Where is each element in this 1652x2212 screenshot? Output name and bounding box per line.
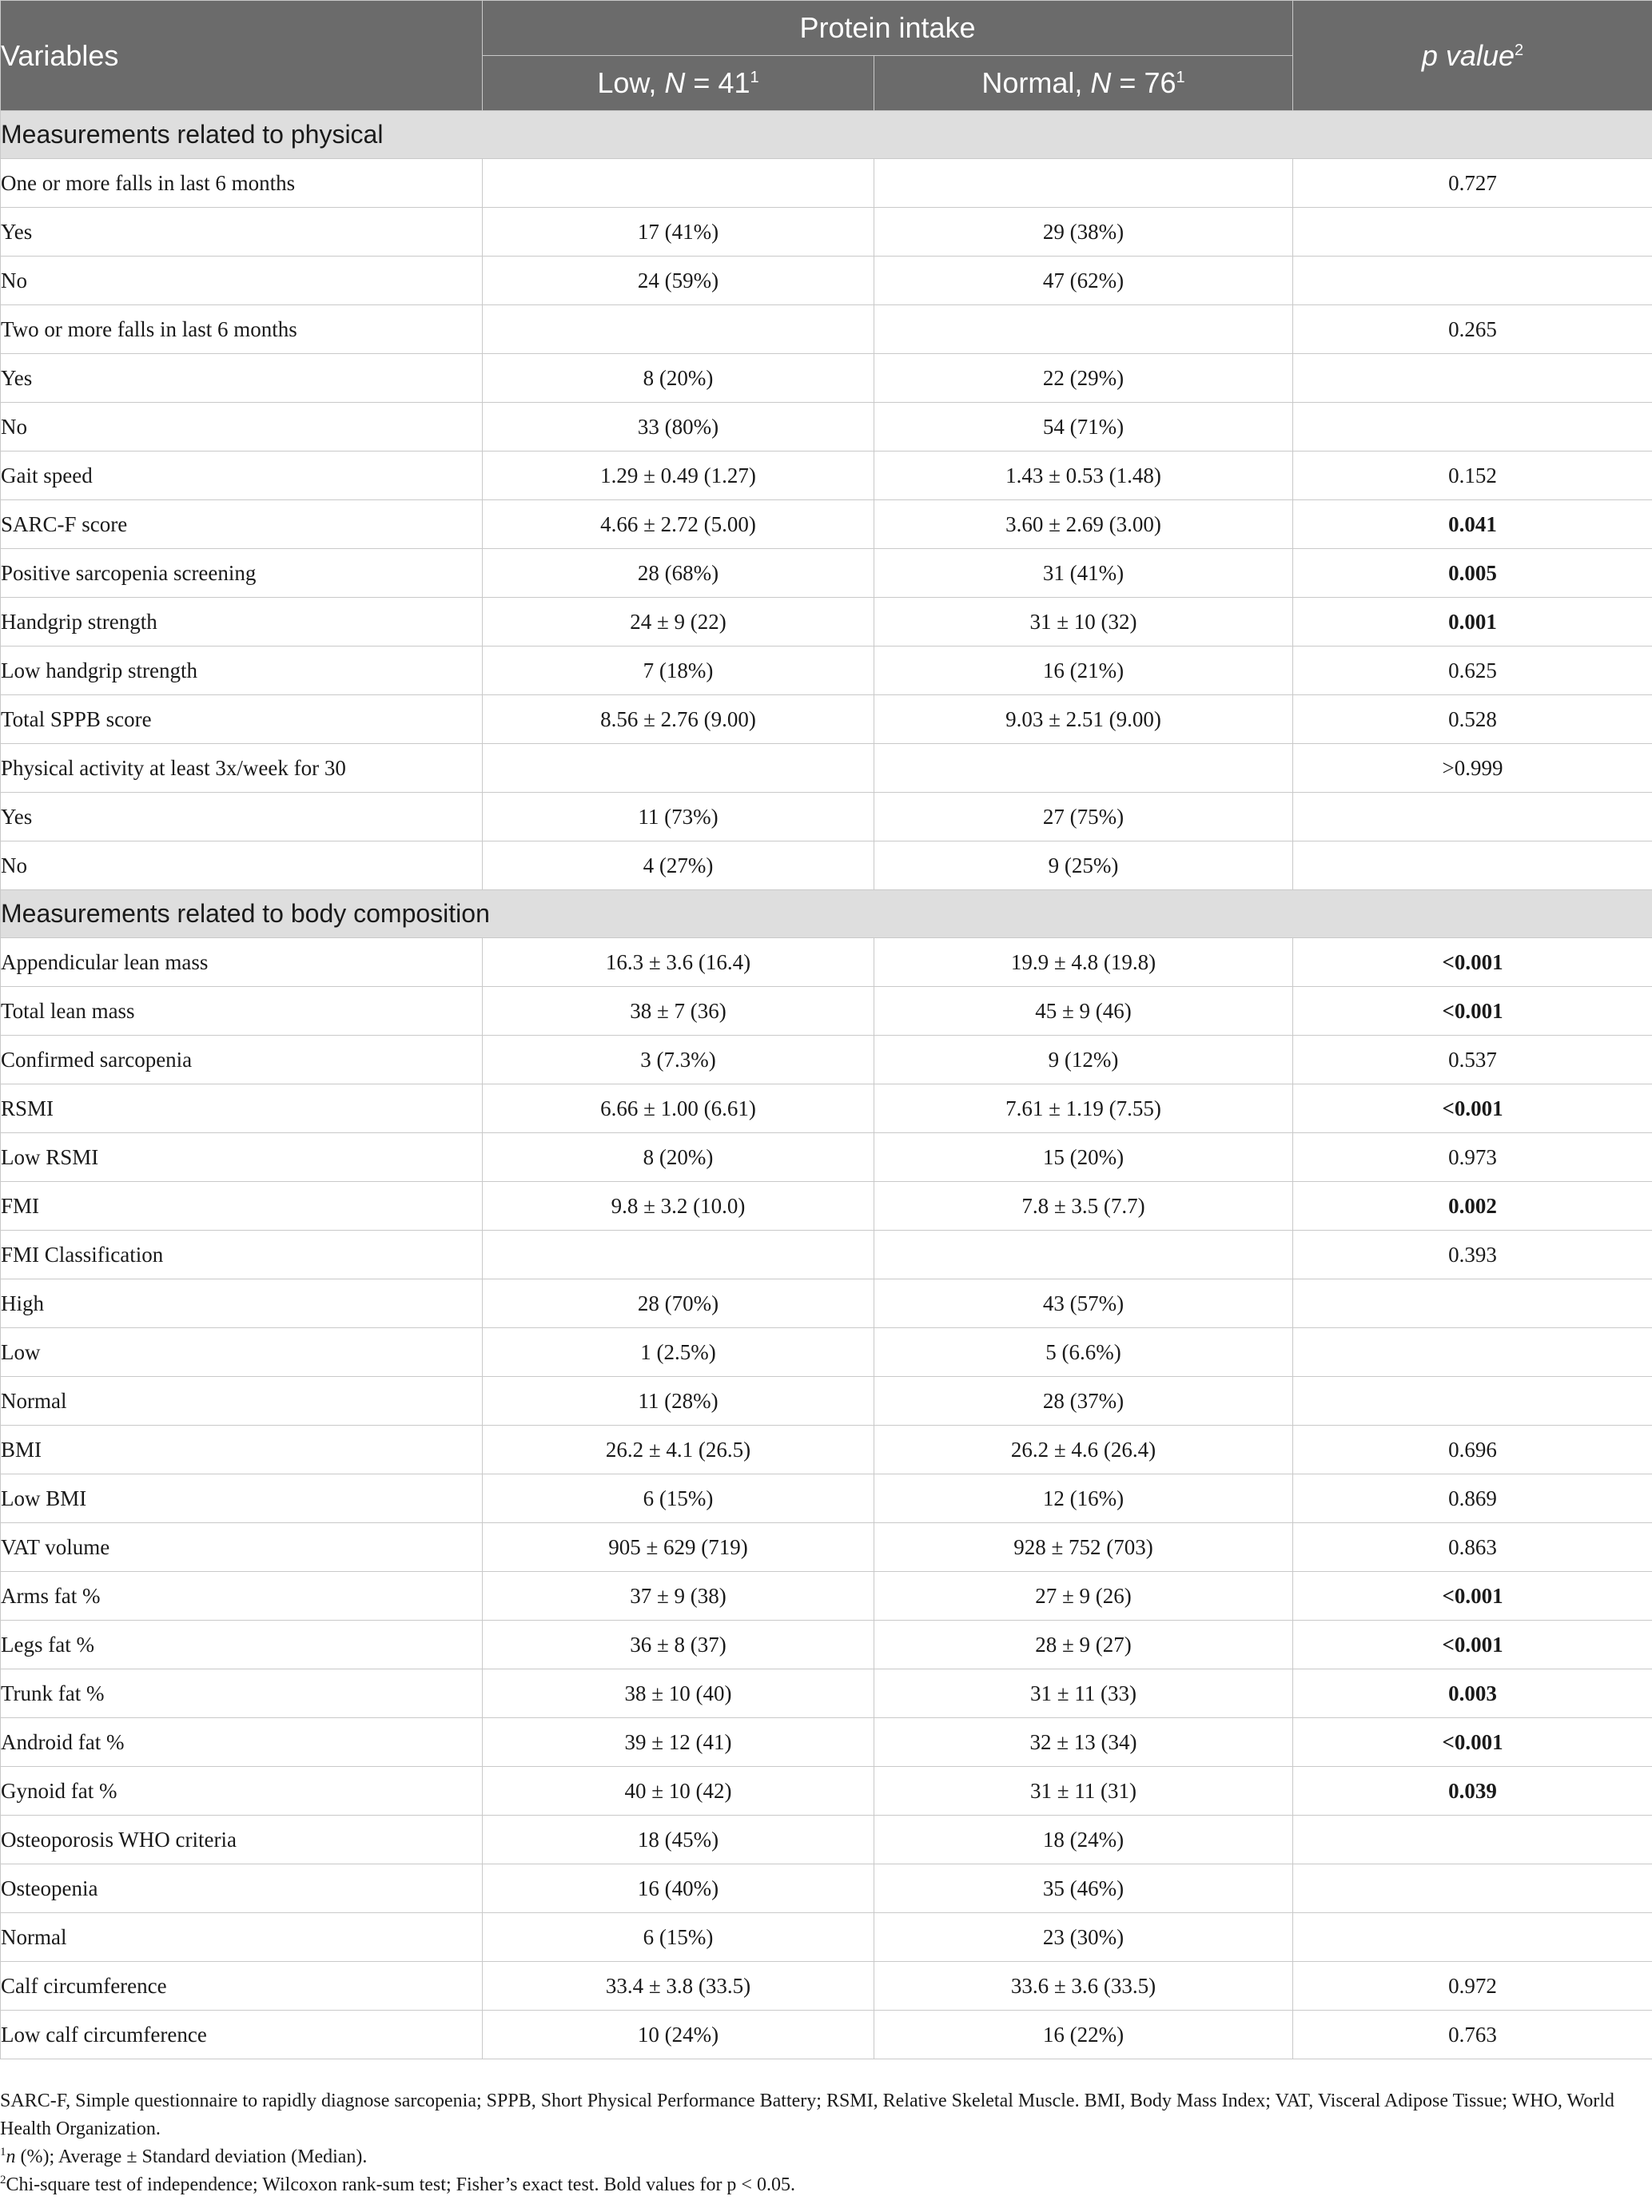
row-label: Osteopenia [1,1864,483,1913]
header-low-footnote-mark: 1 [750,69,759,86]
cell-low-intake: 33 (80%) [483,403,874,452]
header-low-n: N [664,66,686,99]
table-row [1,1864,1652,1913]
cell-low-intake: 7 (18%) [483,646,874,695]
table-row [1,1816,1652,1864]
table-row [1,987,1652,1036]
cell-p-value [1293,793,1652,841]
table-row [1,208,1652,257]
cell-p-value: 0.005 [1293,549,1652,598]
cell-low-intake: 18 (45%) [483,1816,874,1864]
cell-low-intake [483,305,874,354]
cell-p-value: 0.863 [1293,1523,1652,1572]
cell-low-intake: 4.66 ± 2.72 (5.00) [483,500,874,549]
table-row [1,1572,1652,1621]
cell-normal-intake: 33.6 ± 3.6 (33.5) [874,1962,1293,2011]
cell-low-intake: 905 ± 629 (719) [483,1523,874,1572]
row-label: Arms fat % [1,1572,483,1621]
row-label: Positive sarcopenia screening [1,549,483,598]
cell-normal-intake: 45 ± 9 (46) [874,987,1293,1036]
header-normal-count: = 76 [1111,66,1176,99]
cell-normal-intake: 22 (29%) [874,354,1293,403]
row-label: Legs fat % [1,1621,483,1669]
header-variables [1,1,483,111]
row-label: Android fat % [1,1718,483,1767]
row-label: Normal [1,1377,483,1426]
cell-normal-intake: 9 (25%) [874,841,1293,890]
row-label: Total SPPB score [1,695,483,744]
cell-p-value: 0.763 [1293,2011,1652,2059]
cell-low-intake: 1 (2.5%) [483,1328,874,1377]
table-row [1,1377,1652,1426]
table-row [1,452,1652,500]
row-label: FMI Classification [1,1231,483,1279]
row-label: Calf circumference [1,1962,483,2011]
cell-p-value [1293,257,1652,305]
header-protein-intake-label: Protein intake [799,11,976,44]
cell-normal-intake: 16 (21%) [874,646,1293,695]
row-label: No [1,841,483,890]
cell-normal-intake: 18 (24%) [874,1816,1293,1864]
table-row [1,1036,1652,1084]
row-label: Appendicular lean mass [1,938,483,987]
table-row [1,159,1652,208]
cell-p-value: 0.528 [1293,695,1652,744]
cell-p-value: <0.001 [1293,1621,1652,1669]
row-label: Low calf circumference [1,2011,483,2059]
cell-p-value: 0.003 [1293,1669,1652,1718]
cell-p-value: <0.001 [1293,938,1652,987]
cell-p-value: 0.869 [1293,1474,1652,1523]
cell-normal-intake [874,159,1293,208]
row-label: Low [1,1328,483,1377]
cell-normal-intake: 7.8 ± 3.5 (7.7) [874,1182,1293,1231]
table-row [1,646,1652,695]
cell-normal-intake: 23 (30%) [874,1913,1293,1962]
header-normal-group [874,56,1293,111]
cell-normal-intake: 7.61 ± 1.19 (7.55) [874,1084,1293,1133]
cell-low-intake: 28 (70%) [483,1279,874,1328]
row-label: Gait speed [1,452,483,500]
table-body [1,111,1652,2059]
row-label: BMI [1,1426,483,1474]
table-row [1,500,1652,549]
cell-normal-intake: 12 (16%) [874,1474,1293,1523]
table-row [1,1426,1652,1474]
table-row [1,354,1652,403]
cell-p-value: 0.727 [1293,159,1652,208]
footnote-2-mark: 2 [0,2174,6,2186]
row-label: High [1,1279,483,1328]
header-normal-n: N [1090,66,1112,99]
cell-p-value: <0.001 [1293,1572,1652,1621]
cell-normal-intake: 26.2 ± 4.6 (26.4) [874,1426,1293,1474]
cell-p-value [1293,841,1652,890]
table-row [1,793,1652,841]
table-row [1,1962,1652,2011]
row-label: Two or more falls in last 6 months [1,305,483,354]
cell-p-value [1293,354,1652,403]
cell-normal-intake: 31 (41%) [874,549,1293,598]
cell-low-intake: 6.66 ± 1.00 (6.61) [483,1084,874,1133]
cell-p-value: 0.972 [1293,1962,1652,2011]
cell-normal-intake: 47 (62%) [874,257,1293,305]
cell-low-intake: 40 ± 10 (42) [483,1767,874,1816]
row-label: Low handgrip strength [1,646,483,695]
cell-p-value: 0.696 [1293,1426,1652,1474]
cell-normal-intake [874,1231,1293,1279]
cell-p-value: <0.001 [1293,1084,1652,1133]
cell-normal-intake: 9 (12%) [874,1036,1293,1084]
cell-p-value [1293,1328,1652,1377]
cell-p-value: 0.001 [1293,598,1652,646]
row-label: Low RSMI [1,1133,483,1182]
cell-low-intake: 8 (20%) [483,1133,874,1182]
row-label: Physical activity at least 3x/week for 30 [1,744,483,793]
cell-normal-intake: 29 (38%) [874,208,1293,257]
cell-p-value [1293,1864,1652,1913]
table-row [1,1182,1652,1231]
cell-low-intake: 36 ± 8 (37) [483,1621,874,1669]
cell-normal-intake: 27 (75%) [874,793,1293,841]
cell-normal-intake [874,305,1293,354]
table-row [1,1133,1652,1182]
row-label: Osteoporosis WHO criteria [1,1816,483,1864]
cell-p-value [1293,403,1652,452]
footnote-2 [0,2171,1630,2199]
table-row [1,1767,1652,1816]
cell-normal-intake: 32 ± 13 (34) [874,1718,1293,1767]
header-p-value-footnote-mark: 2 [1515,41,1524,59]
section-header-row [1,111,1652,159]
row-label: Yes [1,208,483,257]
header-low-prefix: Low, [597,66,665,99]
cell-p-value: >0.999 [1293,744,1652,793]
cell-low-intake: 6 (15%) [483,1474,874,1523]
table-row [1,2011,1652,2059]
cell-normal-intake [874,744,1293,793]
cell-normal-intake: 9.03 ± 2.51 (9.00) [874,695,1293,744]
cell-low-intake: 24 ± 9 (22) [483,598,874,646]
cell-low-intake: 28 (68%) [483,549,874,598]
cell-low-intake: 8.56 ± 2.76 (9.00) [483,695,874,744]
cell-normal-intake: 5 (6.6%) [874,1328,1293,1377]
cell-low-intake: 37 ± 9 (38) [483,1572,874,1621]
cell-p-value: 0.625 [1293,646,1652,695]
row-label: FMI [1,1182,483,1231]
cell-low-intake: 26.2 ± 4.1 (26.5) [483,1426,874,1474]
cell-p-value [1293,1913,1652,1962]
row-label: RSMI [1,1084,483,1133]
cell-low-intake: 39 ± 12 (41) [483,1718,874,1767]
section-title: Measurements related to physical [1,111,1652,159]
header-protein-intake [483,1,1293,56]
cell-p-value: 0.152 [1293,452,1652,500]
header-normal-footnote-mark: 1 [1176,69,1185,86]
row-label: No [1,257,483,305]
table-row [1,1669,1652,1718]
row-label: Trunk fat % [1,1669,483,1718]
row-label: One or more falls in last 6 months [1,159,483,208]
table-row [1,938,1652,987]
cell-p-value: 0.973 [1293,1133,1652,1182]
footnote-1-text: (%); Average ± Standard deviation (Median). [15,2146,368,2167]
cell-p-value: 0.537 [1293,1036,1652,1084]
cell-normal-intake: 43 (57%) [874,1279,1293,1328]
cell-normal-intake: 16 (22%) [874,2011,1293,2059]
section-title: Measurements related to body composition [1,890,1652,938]
header-p-value-label: p value [1421,38,1515,72]
header-p-value [1293,1,1652,111]
cell-low-intake: 38 ± 10 (40) [483,1669,874,1718]
cell-normal-intake: 28 (37%) [874,1377,1293,1426]
cell-low-intake: 1.29 ± 0.49 (1.27) [483,452,874,500]
footnote-1 [0,2143,1630,2171]
table-row [1,1474,1652,1523]
table-row [1,1621,1652,1669]
row-label: No [1,403,483,452]
cell-low-intake: 6 (15%) [483,1913,874,1962]
cell-normal-intake: 54 (71%) [874,403,1293,452]
cell-low-intake: 16.3 ± 3.6 (16.4) [483,938,874,987]
table-row [1,1084,1652,1133]
cell-p-value: 0.039 [1293,1767,1652,1816]
header-low-group [483,56,874,111]
table-row [1,598,1652,646]
cell-normal-intake: 3.60 ± 2.69 (3.00) [874,500,1293,549]
header-low-count: = 41 [685,66,750,99]
cell-low-intake: 10 (24%) [483,2011,874,2059]
cell-p-value: 0.002 [1293,1182,1652,1231]
table-row [1,403,1652,452]
cell-normal-intake: 928 ± 752 (703) [874,1523,1293,1572]
cell-normal-intake: 28 ± 9 (27) [874,1621,1293,1669]
section-header-row [1,890,1652,938]
table-row [1,841,1652,890]
cell-normal-intake: 31 ± 11 (31) [874,1767,1293,1816]
cell-low-intake: 11 (28%) [483,1377,874,1426]
footnote-1-mark: 1 [0,2146,6,2158]
row-label: Normal [1,1913,483,1962]
cell-low-intake [483,744,874,793]
cell-p-value [1293,208,1652,257]
table-row [1,305,1652,354]
cell-p-value [1293,1279,1652,1328]
cell-low-intake: 16 (40%) [483,1864,874,1913]
cell-low-intake: 3 (7.3%) [483,1036,874,1084]
cell-p-value [1293,1816,1652,1864]
cell-normal-intake: 35 (46%) [874,1864,1293,1913]
row-label: Handgrip strength [1,598,483,646]
footnote-1-n: n [6,2146,16,2167]
row-label: Low BMI [1,1474,483,1523]
table-row [1,1523,1652,1572]
cell-p-value: 0.041 [1293,500,1652,549]
table-row [1,1913,1652,1962]
cell-p-value: <0.001 [1293,1718,1652,1767]
table-footnotes [0,2087,1630,2199]
cell-low-intake: 38 ± 7 (36) [483,987,874,1036]
cell-low-intake: 17 (41%) [483,208,874,257]
cell-low-intake: 8 (20%) [483,354,874,403]
table-row [1,1279,1652,1328]
footnote-2-text: Chi-square test of independence; Wilcoxon rank-sum test; Fisher’s exact test. Bold values for p < 0.05. [6,2174,795,2195]
cell-normal-intake: 31 ± 10 (32) [874,598,1293,646]
table-row [1,695,1652,744]
row-label: VAT volume [1,1523,483,1572]
table-row [1,744,1652,793]
row-label: SARC-F score [1,500,483,549]
table-row [1,549,1652,598]
table-header [1,1,1652,111]
cell-p-value: 0.393 [1293,1231,1652,1279]
table-row [1,1231,1652,1279]
row-label: Total lean mass [1,987,483,1036]
cell-low-intake: 33.4 ± 3.8 (33.5) [483,1962,874,2011]
cell-low-intake: 4 (27%) [483,841,874,890]
header-normal-prefix: Normal, [981,66,1091,99]
cell-low-intake: 24 (59%) [483,257,874,305]
cell-p-value [1293,1377,1652,1426]
cell-normal-intake: 27 ± 9 (26) [874,1572,1293,1621]
table-row [1,1328,1652,1377]
cell-normal-intake: 1.43 ± 0.53 (1.48) [874,452,1293,500]
cell-low-intake: 9.8 ± 3.2 (10.0) [483,1182,874,1231]
row-label: Yes [1,793,483,841]
cell-p-value: <0.001 [1293,987,1652,1036]
row-label: Yes [1,354,483,403]
row-label: Confirmed sarcopenia [1,1036,483,1084]
table-row [1,1718,1652,1767]
footnote-abbreviations: SARC-F, Simple questionnaire to rapidly diagnose sarcopenia; SPPB, Short Physical Performance Battery; RSMI, Relative Skeletal Muscle. BMI, Body Mass Index; VAT, Visceral Adipose Tissue; WHO, World Health Organization. [0,2091,1614,2139]
cell-normal-intake: 19.9 ± 4.8 (19.8) [874,938,1293,987]
header-variables-label: Variables [1,38,119,72]
cell-low-intake [483,1231,874,1279]
cell-normal-intake: 15 (20%) [874,1133,1293,1182]
cell-p-value: 0.265 [1293,305,1652,354]
cell-low-intake [483,159,874,208]
row-label: Gynoid fat % [1,1767,483,1816]
cell-low-intake: 11 (73%) [483,793,874,841]
cell-normal-intake: 31 ± 11 (33) [874,1669,1293,1718]
table-row [1,257,1652,305]
